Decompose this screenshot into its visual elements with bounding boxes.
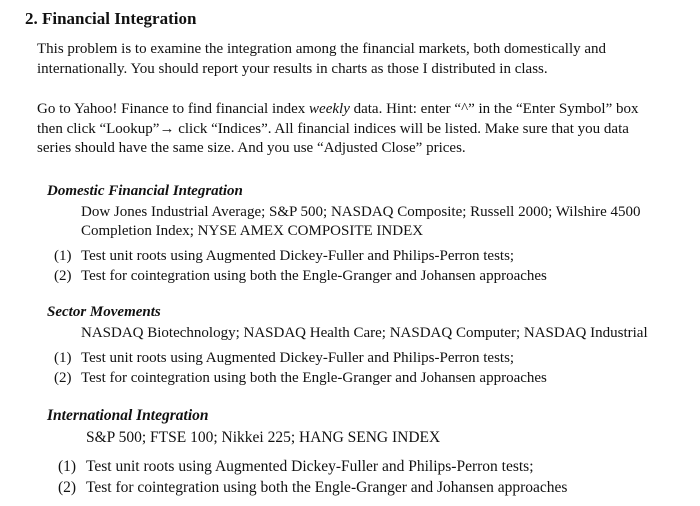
instructions-line-3: series should have the same size. And you use “Adjusted Close” prices. — [37, 140, 466, 156]
task-text: Test unit roots using Augmented Dickey-Fuller and Philips-Perron tests; — [81, 248, 515, 264]
index-list-line: NASDAQ Biotechnology; NASDAQ Health Care; NASDAQ Computer; NASDAQ Industrial — [81, 325, 648, 341]
task-item — [54, 349, 547, 369]
instructions-emphasis: weekly — [309, 101, 350, 117]
intro-line-1: This problem is to examine the integration among the financial markets, both domestically and — [37, 41, 607, 57]
instructions-line-1 — [37, 100, 700, 120]
task-text: Test unit roots using Augmented Dickey-Fuller and Philips-Perron tests; — [81, 350, 515, 366]
task-text: Test for cointegration using both the Engle-Granger and Johansen approaches — [86, 479, 568, 496]
instructions-line-2: then click “Lookup”→ click “Indices”. All financial indices will be listed. Make sure that you data — [37, 120, 629, 137]
task-item — [58, 477, 567, 498]
task-item — [58, 456, 567, 477]
instructions-line-1-start: Go to Yahoo! Finance to find financial index — [37, 101, 310, 117]
task-number: (1) — [54, 350, 72, 366]
instructions-line-1-end: data. Hint: enter “^” in the “Enter Symbol” box — [349, 101, 639, 117]
task-number: (1) — [54, 248, 72, 264]
index-list — [86, 428, 440, 447]
task-item — [54, 247, 547, 267]
task-list — [54, 247, 547, 286]
section-title: Domestic Financial Integration — [47, 183, 243, 199]
intro-paragraph — [37, 40, 700, 79]
task-number: (1) — [58, 458, 77, 475]
index-list-line: Completion Index; NYSE AMEX COMPOSITE INDEX — [81, 223, 424, 239]
task-list — [58, 456, 567, 498]
task-text: Test for cointegration using both the Engle-Granger and Johansen approaches — [81, 369, 547, 386]
task-text: Test unit roots using Augmented Dickey-Fuller and Philips-Perron tests; — [86, 458, 534, 475]
index-list — [81, 203, 641, 241]
index-list-line: Dow Jones Industrial Average; S&P 500; NASDAQ Composite; Russell 2000; Wilshire 4500 — [81, 204, 641, 220]
section-title: International Integration — [47, 407, 209, 424]
task-number: (2) — [58, 479, 77, 496]
task-number: (2) — [54, 267, 72, 284]
section-title: Sector Movements — [47, 304, 161, 320]
intro-line-2: internationally. You should report your results in charts as those I distributed in class. — [37, 60, 548, 77]
index-list-line: S&P 500; FTSE 100; Nikkei 225; HANG SENG INDEX — [86, 429, 441, 446]
instructions-paragraph — [37, 100, 700, 159]
task-item — [54, 267, 547, 287]
task-item — [54, 369, 547, 389]
task-number: (2) — [54, 369, 72, 386]
task-text: Test for cointegration using both the Engle-Granger and Johansen approaches — [81, 267, 547, 284]
section-heading: 2. Financial Integration — [25, 9, 197, 28]
index-list — [81, 324, 648, 343]
task-list — [54, 349, 547, 388]
